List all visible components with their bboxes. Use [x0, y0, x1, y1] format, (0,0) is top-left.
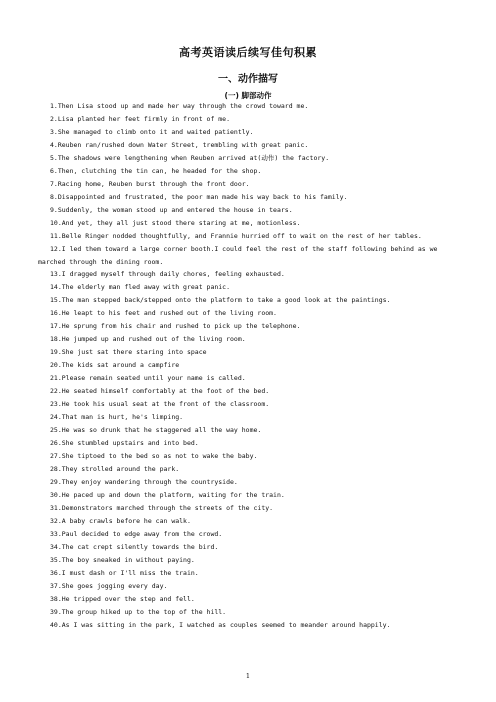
- list-item: 28.They strolled around the park.: [50, 465, 180, 473]
- list-item: 33.Paul decided to edge away from the crowd.: [50, 530, 223, 538]
- list-item: 2.Lisa planted her feet firmly in front of me.: [50, 115, 231, 123]
- list-item: 8.Disappointed and frustrated, the poor man made his way back to his family.: [50, 193, 348, 201]
- list-item: 38.He tripped over the step and fell.: [50, 595, 195, 603]
- list-item: 27.She tiptoed to the bed so as not to wake the baby.: [50, 452, 258, 460]
- list-item: 10.And yet, they all just stood there staring at me, motionless.: [50, 219, 301, 227]
- list-item: 35.The boy sneaked in without paying.: [50, 556, 195, 564]
- list-item: 5.The shadows were lengthening when Reuben arrived at(动作) the factory.: [50, 154, 330, 162]
- list-item: 4.Reuben ran/rushed down Water Street, trembling with great panic.: [50, 141, 309, 149]
- sentence-list: [38, 100, 462, 632]
- list-item: 34.The cat crept silently towards the bird.: [50, 543, 219, 551]
- list-item: 18.He jumped up and rushed out of the living room.: [50, 335, 246, 343]
- list-item: 17.He sprung from his chair and rushed to pick up the telephone.: [50, 322, 301, 330]
- list-item: 24.That man is hurt, he's limping.: [50, 413, 184, 421]
- list-item: 16.He leapt to his feet and rushed out of the living room.: [50, 309, 277, 317]
- list-item: 13.I dragged myself through daily chores, feeling exhausted.: [50, 270, 285, 278]
- list-item: 9.Suddenly, the woman stood up and entered the house in tears.: [50, 206, 293, 214]
- section-heading: 一、动作描写: [218, 74, 278, 85]
- list-item: 37.She goes jogging every day.: [50, 582, 168, 590]
- list-item: 26.She stumbled upstairs and into bed.: [50, 439, 199, 447]
- list-item: 30.He paced up and down the platform, waiting for the train.: [50, 491, 285, 499]
- list-item: 6.Then, clutching the tin can, he headed for the shop.: [50, 167, 262, 175]
- list-item: 39.The group hiked up to the top of the hill.: [50, 608, 227, 616]
- page-number: 1: [245, 672, 251, 680]
- list-item: 12.I led them toward a large corner booth.I could feel the rest of the staff following behind as we marched through the dining room.: [38, 245, 438, 266]
- list-item: 14.The elderly man fled away with great panic.: [50, 283, 231, 291]
- list-item: 11.Belle Ringer nodded thoughtfully, and Frannie hurried off to wait on the rest of her tables.: [50, 232, 422, 240]
- list-item: 3.She managed to climb onto it and waited patiently.: [50, 128, 254, 136]
- list-item: 19.She just sat there staring into space: [50, 348, 207, 356]
- list-item: 36.I must dash or I'll miss the train.: [50, 569, 199, 577]
- list-item: 31.Demonstrators marched through the streets of the city.: [50, 504, 274, 512]
- list-item: 1.Then Lisa stood up and made her way through the crowd toward me.: [50, 102, 309, 110]
- subsection-heading: (一) 脚部动作: [224, 91, 272, 100]
- list-item: 15.The man stepped back/stepped onto the platform to take a good look at the paintings.: [50, 296, 391, 304]
- list-item: 40.As I was sitting in the park, I watched as couples seemed to meander around happily.: [50, 621, 391, 629]
- list-item: 21.Please remain seated until your name is called.: [50, 374, 246, 382]
- list-item: 25.He was so drunk that he staggered all the way home.: [50, 426, 262, 434]
- document-title: 高考英语读后续写佳句积累: [179, 46, 317, 59]
- list-item: 29.They enjoy wandering through the countryside.: [50, 478, 238, 486]
- list-item: 7.Racing home, Reuben burst through the front door.: [50, 180, 250, 188]
- list-item: 20.The kids sat around a campfire: [50, 361, 180, 369]
- list-item: 23.He took his usual seat at the front of the classroom.: [50, 400, 270, 408]
- list-item: 32.A baby crawls before he can walk.: [50, 517, 191, 525]
- list-item: 22.He seated himself comfortably at the foot of the bed.: [50, 387, 270, 395]
